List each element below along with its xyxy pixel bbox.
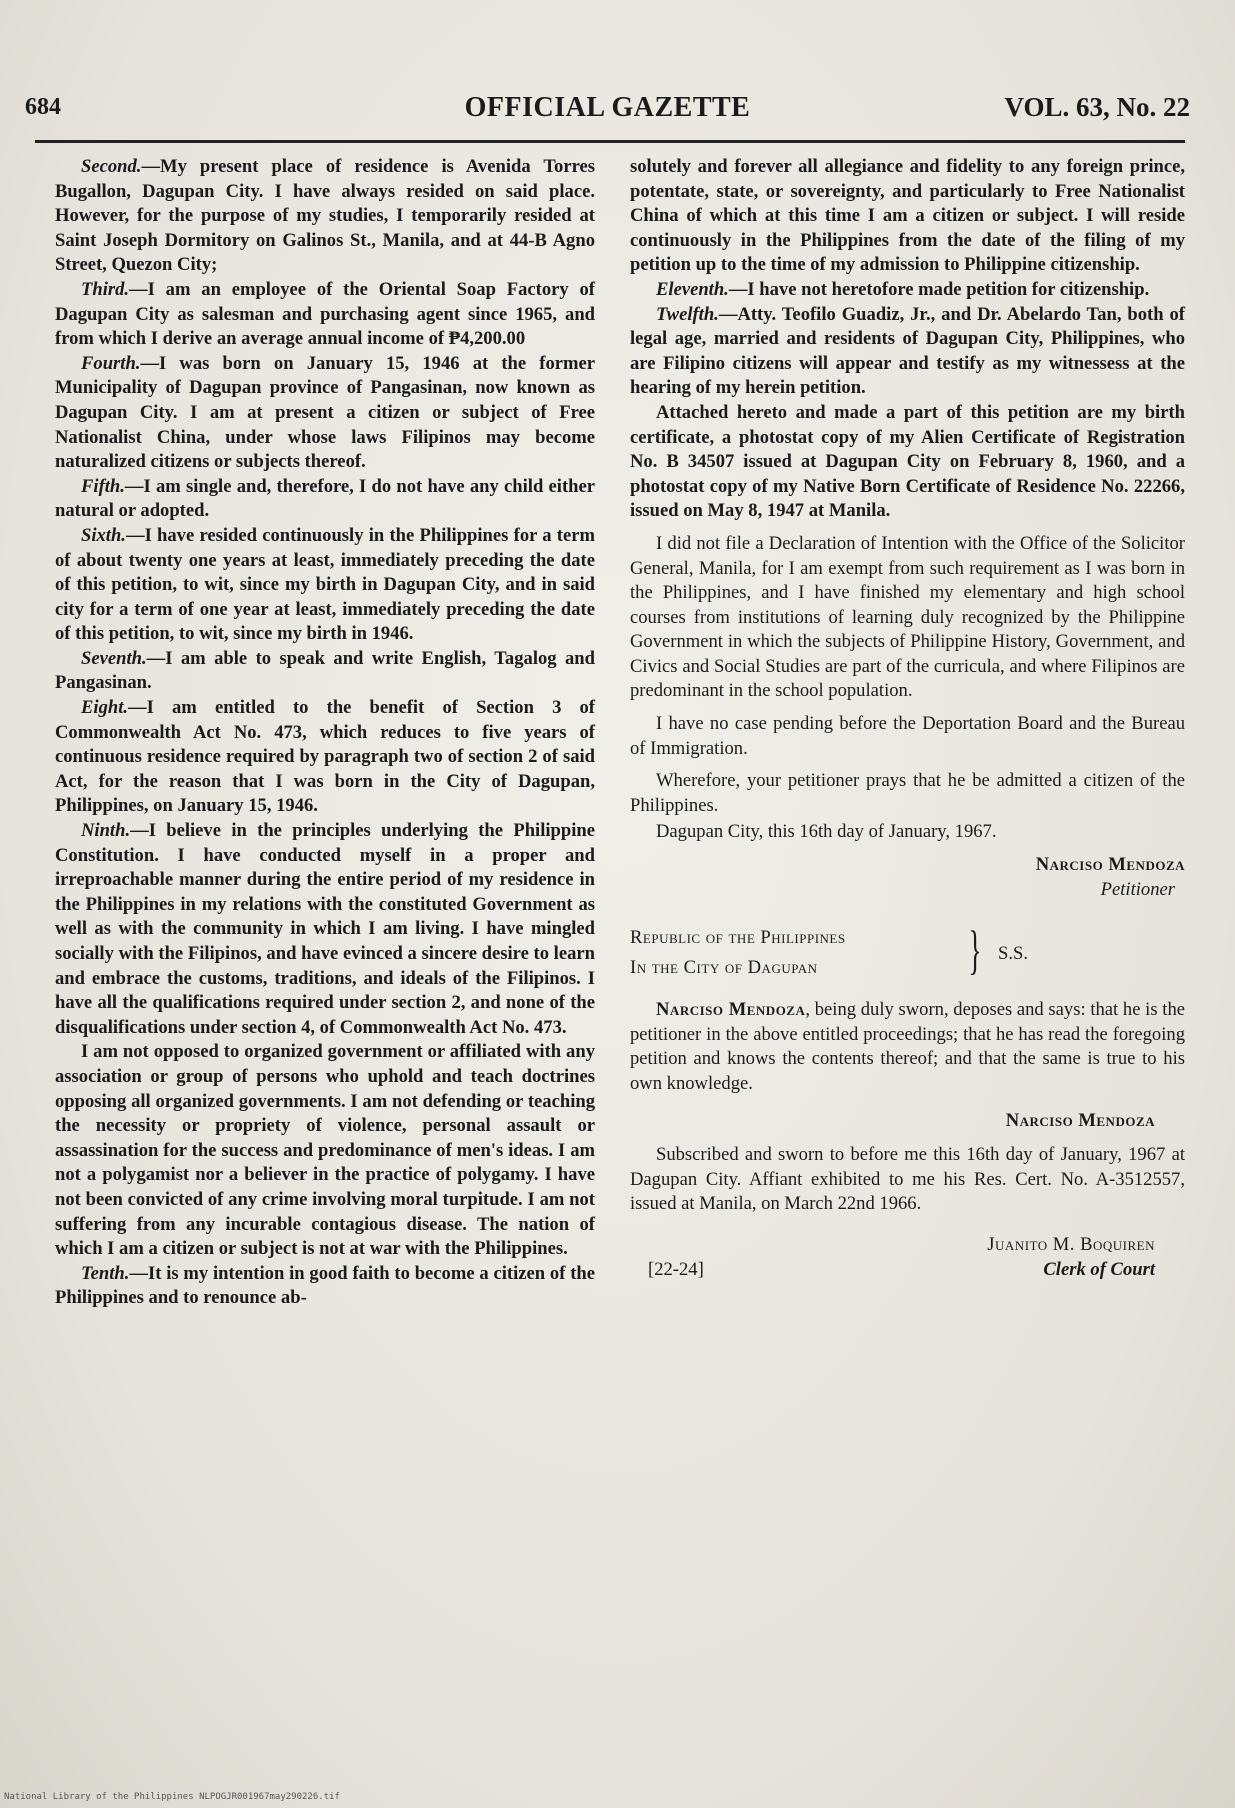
petitioner-title: Petitioner <box>1100 878 1175 900</box>
paragraph-ninth: Ninth.—I believe in the principles underlying the Philippine Constitution. I have conducted myself in a proper and irreproachable manner during the entire period of my residence in the Philippines in my relations with the constituted Government as well as with the community in which I am living. I have mingled socially with the Filipinos, and have evinced a sincere desire to learn and embrace the customs, traditions, and ideals of the Filipinos. I have all the qualifications required under section 2, and none of the disqualifications under section 4, of Commonwealth Act No. 473. <box>55 820 595 1038</box>
paragraph-fourth: Fourth.—I was born on January 15, 1946 at the former Municipality of Dagupan province of Pangasinan, now known as Dagupan City. I am at present a citizen or subject of Free Nationalist China, under whose laws Filipinos may become naturalized citizens or subjects thereof. <box>55 352 595 473</box>
paragraph-tenth: Tenth.—It is my intention in good faith to become a citizen of the Philippines and to renounce ab- <box>55 1262 595 1309</box>
footer-line <box>630 1258 1185 1288</box>
paragraph-not-opposed: I am not opposed to organized government or affiliated with any association or group of persons who uphold and teach doctrines opposing all organized governments. I am not defending or teaching the necessity or propriety of violence, personal assault or assassination for the success and predominance of men's ideas. I am not a polygamist nor a believer in the practice of polygamy. I have not been convicted of any crime involving moral turpitude. I am not suffering from any incurable contagious disease. The nation of which I am a citizen or subject is not at war with the Philippines. <box>55 1041 595 1260</box>
paragraph-second: Second.—My present place of residence is Avenida Torres Bugallon, Dagupan City. I have always resided on said place. However, for the purpose of my studies, I temporarily resided at Saint Joseph Dormitory on Galinos St., Manila, and at 44-B Agno Street, Quezon City; <box>55 156 595 276</box>
jurisdiction-block <box>630 918 1185 988</box>
paragraph-fifth: Fifth.—I am single and, therefore, I do not have any child either natural or adopted. <box>55 475 595 522</box>
paragraph-sixth: Sixth.—I have resided continuously in the Philippines for a term of about twenty one years at least, immediately preceding the date of this petition, to wit, since my birth in Dagupan City, and in said city for a term of one year at least, immediately preceding the date of this petition, to wit, since my birth in 1946. <box>55 524 595 645</box>
paragraph-affidavit: Narciso Mendoza, being duly sworn, deposes and says: that he is the petitioner in the above entitled proceedings; that he has read the foregoing petition and knows the contents thereof; and that the same is true to his own knowledge. <box>630 999 1185 1094</box>
paragraph-eleventh: Eleventh.—I have not heretofore made petition for citizenship. <box>656 278 1150 300</box>
volume-number: VOL. 63, No. 22 <box>1004 92 1190 122</box>
paragraph-twelfth: Twelfth.—Atty. Teofilo Guadiz, Jr., and Dr. Abelardo Tan, both of legal age, married and residents of Dagupan City, Philippines, who are Filipino citizens will appear and testify as my witnessess at the hearing of my herein petition. <box>630 303 1185 399</box>
page-number: 684 <box>25 94 61 120</box>
reference-number: [22-24] <box>648 1258 704 1280</box>
page-header <box>25 88 1190 128</box>
affiant-signature: Narciso Mendoza <box>1005 1109 1155 1131</box>
date-line: Dagupan City, this 16th day of January, 1967. <box>656 821 997 843</box>
petitioner-name: Narciso Mendoza <box>1035 854 1185 876</box>
paragraph-attached: Attached hereto and made a part of this petition are my birth certificate, a photostat copy of my Alien Certificate of Registration No. B 34507 issued at Dagupan City on February 8, 1960, and a photostat copy of my Native Born Certificate of Residence No. 22266, issued on May 8, 1947 at Manila. <box>630 401 1185 522</box>
paragraph-tenth-continued: solutely and forever all allegiance and fidelity to any foreign prince, potentate, state, or sovereignty, and particularly to Free Nationalist China of which at this time I am a citizen or subject. I will reside continuously in the Philippines from the date of the filing of my petition up to the time of my admission to Philippine citizenship. <box>630 156 1185 276</box>
clerk-name: Juanito M. Boquiren <box>987 1233 1155 1255</box>
left-column <box>55 155 595 1311</box>
brace-symbol: } <box>968 920 982 981</box>
header-rule <box>35 140 1185 143</box>
clerk-title: Clerk of Court <box>1043 1258 1155 1280</box>
jurisdiction-city: In the City of Dagupan <box>630 957 818 979</box>
paragraph-no-case: I have no case pending before the Deportation Board and the Bureau of Immigration. <box>630 713 1185 759</box>
scan-caption: National Library of the Philippines NLPOGJR001967may290226.tif <box>4 1792 340 1802</box>
gazette-title: OFFICIAL GAZETTE <box>464 92 751 123</box>
paragraph-eighth: Eight.—I am entitled to the benefit of Section 3 of Commonwealth Act No. 473, which reduces to five years of continuous residence required by paragraph two of section 2 of said Act, for the reason that I was born in the City of Dagupan, Philippines, on January 15, 1946. <box>55 697 595 817</box>
right-column <box>630 155 1185 1288</box>
ss-label: S.S. <box>998 943 1028 965</box>
paragraph-third: Third.—I am an employee of the Oriental Soap Factory of Dagupan City as salesman and purchasing agent since 1965, and from which I derive an average annual income of ₱4,200.00 <box>55 278 595 350</box>
paragraph-wherefore: Wherefore, your petitioner prays that he be admitted a citizen of the Philippines. <box>630 770 1185 816</box>
paragraph-subscribed: Subscribed and sworn to before me this 16th day of January, 1967 at Dagupan City. Affiant exhibited to me his Res. Cert. No. A-3512557, issued at Manila, on March 22nd 1966. <box>630 1144 1185 1215</box>
jurisdiction-republic: Republic of the Philippines <box>630 927 846 949</box>
paragraph-declaration: I did not file a Declaration of Intention with the Office of the Solicitor General, Manila, for I am exempt from such requirement as I was born in the Philippines, and I have finished my elementary and high school courses from institutions of learning duly recognized by the Philippine Government in which the subjects of Philippine History, Government, and Civics and Social Studies are part of the curricula, and where Filipinos are predominant in the school population. <box>630 532 1185 702</box>
paragraph-seventh: Seventh.—I am able to speak and write English, Tagalog and Pangasinan. <box>55 647 595 694</box>
